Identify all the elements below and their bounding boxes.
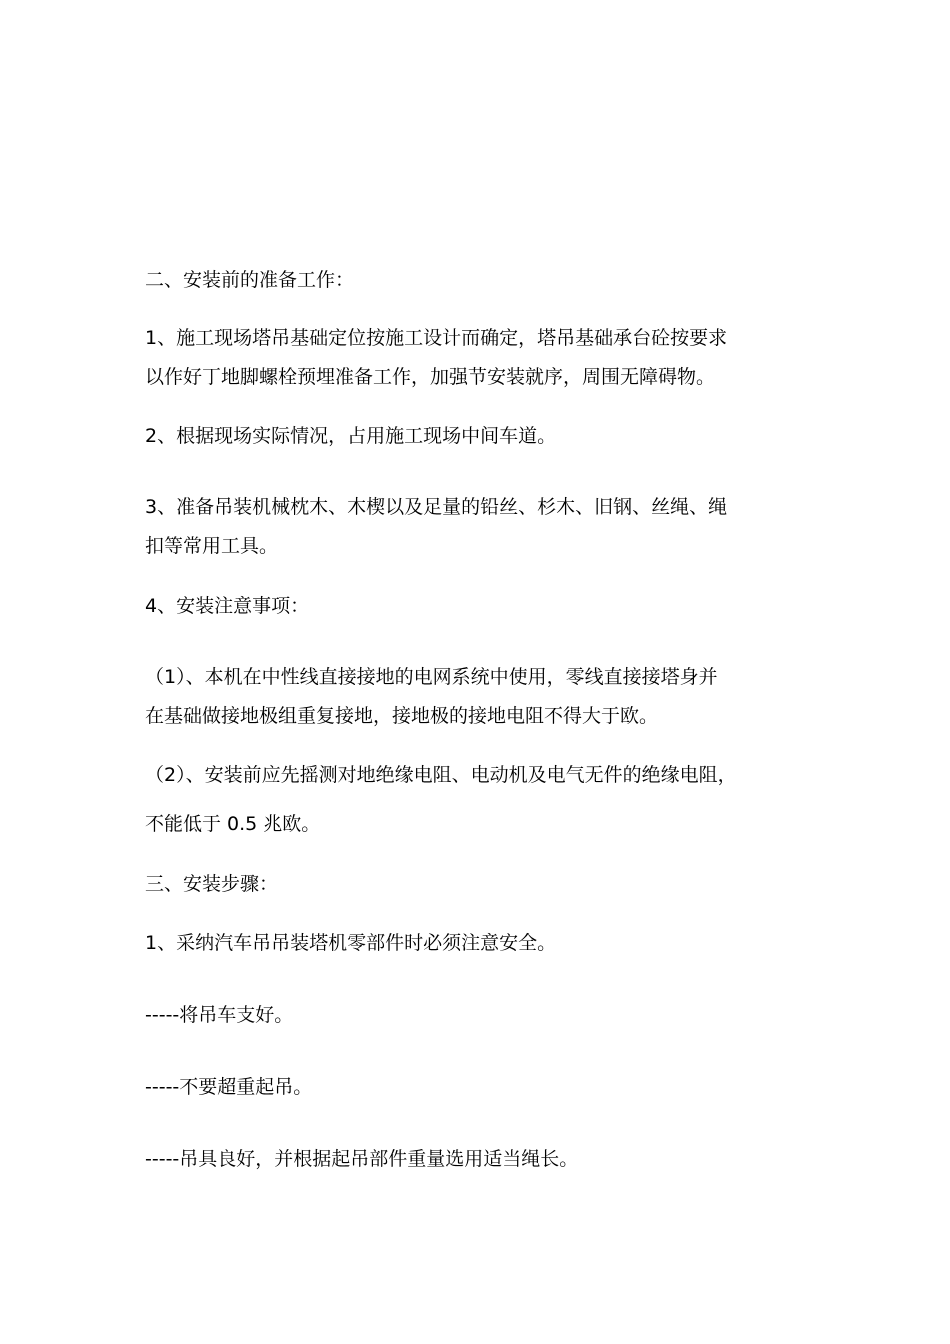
item4-text: 4、安装注意事项：: [145, 595, 310, 617]
bullet3-text: -----吊具良好，并根据起吊部件重量选用适当绳长。: [145, 1148, 579, 1170]
bullet1-text: -----将吊车支好。: [145, 1004, 294, 1026]
item1-line1: 1、施工现场塔吊基础定位按施工设计而确定，塔吊基础承台砼按要求: [145, 327, 728, 349]
bullet2-text: -----不要超重起吊。: [145, 1076, 313, 1098]
section3-heading: 三、安装步骤：: [145, 873, 279, 895]
item1-line2: 以作好丁地脚螺栓预埋准备工作，加强节安装就序，周围无障碍物。: [145, 366, 716, 388]
sub2-line1: （2）、安装前应先摇测对地绝缘电阻、电动机及电气无件的绝缘电阻，: [145, 764, 737, 786]
item2-text: 2、根据现场实际情况，占用施工现场中间车道。: [145, 425, 557, 447]
sub1-line2: 在基础做接地极组重复接地，接地极的接地电阻不得大于欧。: [145, 705, 659, 727]
item3-line1: 3、准备吊装机械枕木、木楔以及足量的铅丝、杉木、旧钢、丝绳、绳: [145, 496, 728, 518]
sub1-line1: （1）、本机在中性线直接接地的电网系统中使用，零线直接接塔身并: [145, 666, 718, 688]
item3-line2: 扣等常用工具。: [145, 535, 279, 557]
sub2-line2: 不能低于 0.5 兆欧。: [145, 813, 321, 835]
step1-text: 1、采纳汽车吊吊装塔机零部件时必须注意安全。: [145, 932, 557, 954]
section2-heading: 二、安装前的准备工作：: [145, 269, 355, 291]
